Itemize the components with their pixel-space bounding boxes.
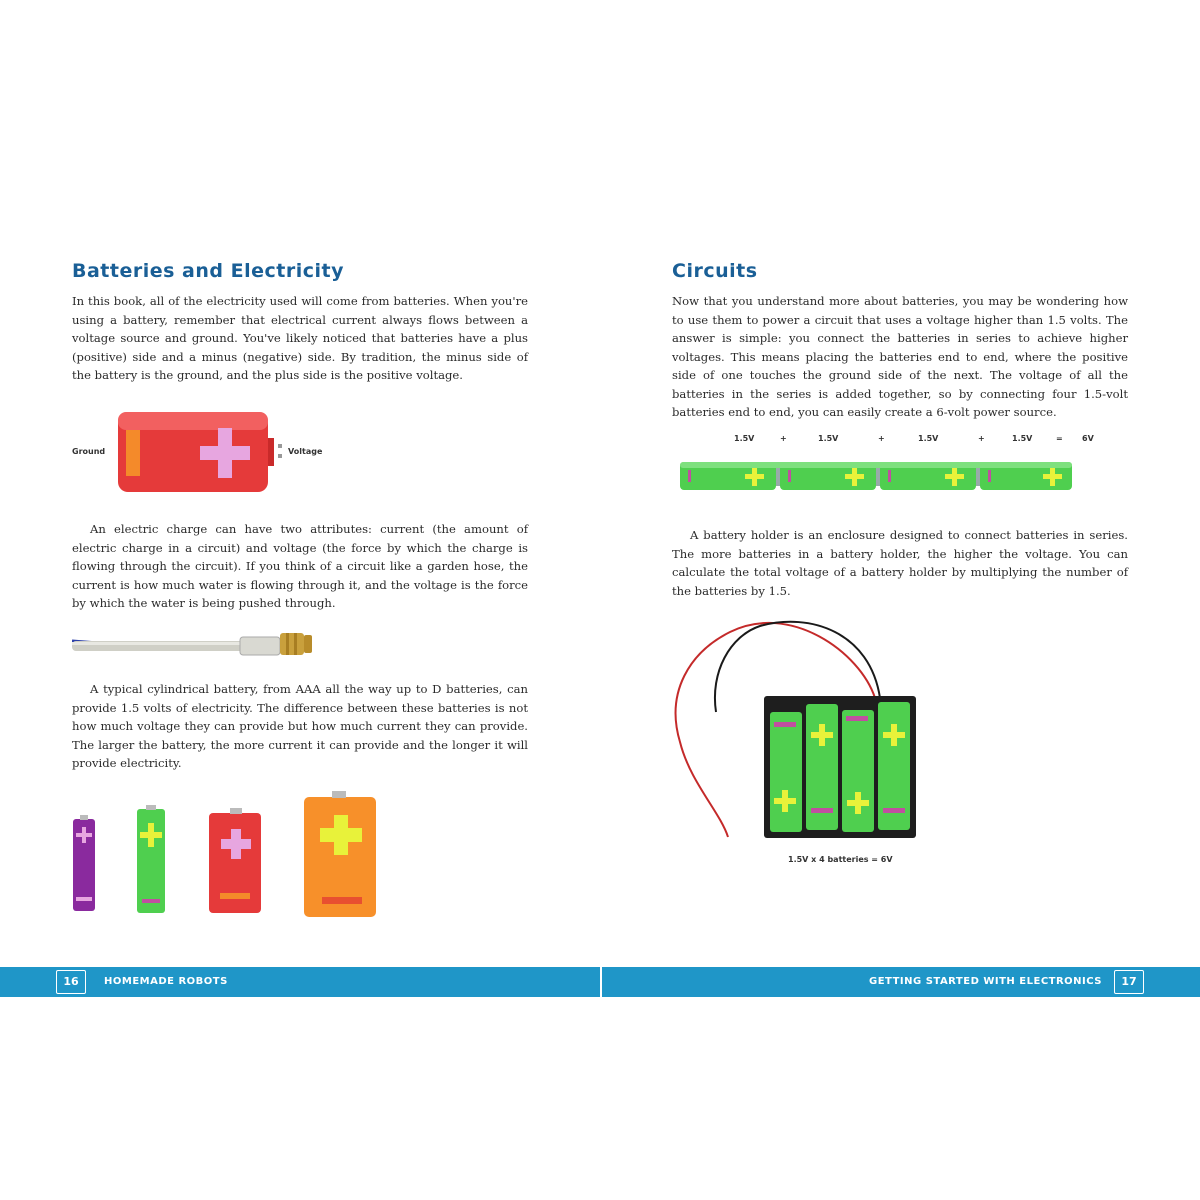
series-operator: =: [1056, 434, 1063, 443]
series-operator: +: [878, 434, 885, 443]
series-total: 6V: [1082, 434, 1094, 443]
right-paragraph-1: Now that you understand more about batteries, you may be wondering how to use them to power a circuit that uses a voltage higher than 1.5 volts. The answer is simple: you connect the batteries in series to achieve higher voltages. This means placing the batteries end to end, where the positive side of one touches the ground side of the next. The voltage of all the batteries in the series is added together, so by connecting four 1.5-volt batteries end to end, you can easily create a 6-volt power source.: [672, 294, 1128, 419]
series-labels: [734, 434, 1104, 448]
right-footer-title: GETTING STARTED WITH ELECTRONICS: [869, 976, 1102, 987]
ground-label: Ground: [72, 447, 106, 456]
left-paragraph-3: A typical cylindrical battery, from AAA all the way up to D batteries, can provide 1.5 volts of electricity. The difference between these batteries is not how much voltage they can provide but how much current they can provide. The larger the battery, the more current it can provide and the longer it will provide electricity.: [72, 682, 528, 770]
holder-caption: 1.5V x 4 batteries = 6V: [788, 855, 893, 864]
red-battery-icon: [112, 408, 292, 496]
footer-separator: [600, 967, 602, 997]
left-paragraph-1: In this book, all of the electricity used will come from batteries. When you're using a battery, remember that electrical current always flows between a voltage source and ground. You've likely noticed that batteries have a plus (positive) side and a minus (negative) side. By tradition, the minus side of the battery is the ground, and the plus side is the positive voltage.: [72, 294, 528, 382]
garden-hose-icon: [72, 625, 322, 659]
series-operator: +: [978, 434, 985, 443]
series-label: 1.5V: [918, 434, 939, 443]
voltage-label: Voltage: [288, 447, 323, 456]
series-label: 1.5V: [734, 434, 755, 443]
left-paragraph-2: An electric charge can have two attributes: current (the amount of electric charge in a circuit) and voltage (the force by which the charge is flowing through the circuit). If you think of a circuit like a garden hose, the current is how much water is flowing through it, and the voltage is the force by which the water is being pushed through.: [72, 522, 528, 610]
battery-sizes-icon: [70, 785, 380, 920]
series-label: 1.5V: [1012, 434, 1033, 443]
right-page-number: 17: [1114, 970, 1144, 994]
battery-holder-icon: [670, 612, 930, 847]
left-footer-title: HOMEMADE ROBOTS: [104, 976, 228, 987]
series-label: 1.5V: [818, 434, 839, 443]
battery-series-icon: [678, 458, 1078, 494]
right-paragraph-2: A battery holder is an enclosure designed to connect batteries in series. The more batteries in a battery holder, the higher the voltage. You can calculate the total voltage of a battery holder by multiplying the number of the batteries by 1.5.: [672, 528, 1128, 598]
right-heading: Circuits: [672, 260, 758, 282]
left-heading: Batteries and Electricity: [72, 260, 344, 282]
series-operator: +: [780, 434, 787, 443]
left-page-number: 16: [56, 970, 86, 994]
